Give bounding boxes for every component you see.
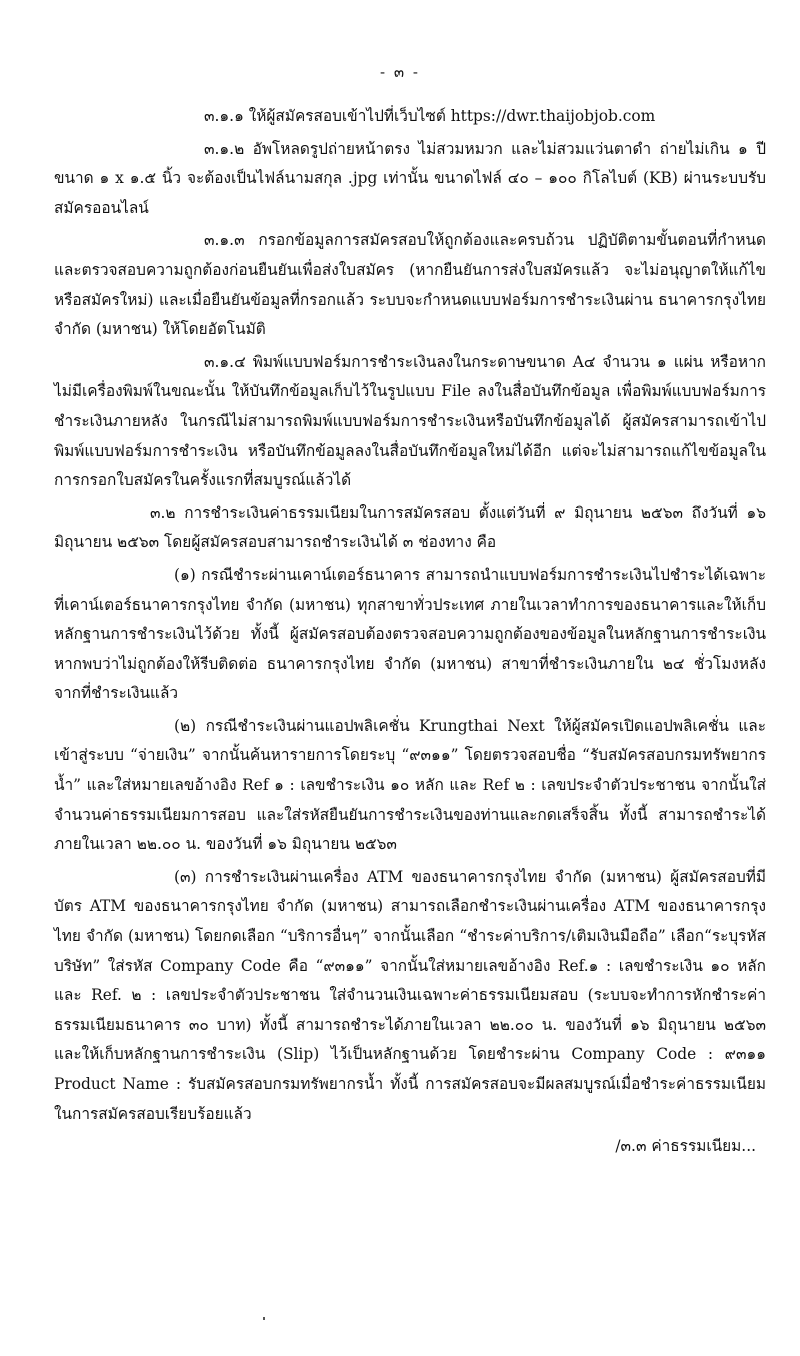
paragraph-3-1-1: ๓.๑.๑ ให้ผู้สมัครสอบเข้าไปที่เว็บไซต์ https://dwr.thaijobjob.com xyxy=(204,107,656,125)
paragraph-channel-1: (๑) กรณีชำระผ่านเคาน์เตอร์ธนาคาร สามารถนำแบบฟอร์มการชำระเงินไปชำระได้เฉพาะที่เคาน์เตอร์ธนาคารกรุงไทย จำกัด (มหาชน) ทุกสาขาทั่วประเทศ ภายในเวลาทำการของธนาคารและให้เก็บหลักฐานการชำระเงินไว้ด้วย ทั้งนี้ ผู้สมัครสอบต้องตรวจสอบความถูกต้องของข้อมูลในหลักฐานการชำระเงิน หากพบว่าไม่ถูกต้องให้รีบติดต่อ ธนาคารกรุงไทย จำกัด (มหาชน) สาขาที่ชำระเงินภายใน ๒๔ ชั่วโมงหลังจากที่ชำระเงินแล้ว xyxy=(54,565,766,703)
continuation-note: /๓.๓ ค่าธรรมเนียม... xyxy=(615,1137,756,1156)
paragraph-channel-3: (๓) การชำระเงินผ่านเครื่อง ATM ของธนาคารกรุงไทย จำกัด (มหาชน) ผู้สมัครสอบที่มีบัตร ATM ของธนาคารกรุงไทย จำกัด (มหาชน) สามารถเลือกชำระเงินผ่านเครื่อง ATM ของธนาคารกรุงไทย จำกัด (มหาชน) โดยกดเลือก “บริการอื่นๆ” จากนั้นเลือก “ชำระค่าบริการ/เติมเงินมือถือ” เลือก“ระบุรหัสบริษัท” ใส่รหัส Company Code คือ “๙๓๑๑” จากนั้นใส่หมายเลขอ้างอิง Ref.๑ : เลขชำระเงิน ๑๐ หลัก และ Ref. ๒ : เลขประจำตัวประชาชน ใส่จำนวนเงินเฉพาะค่าธรรมเนียมสอบ (ระบบจะทำการหักชำระค่าธรรมเนียมธนาคาร ๓๐ บาท) ทั้งนี้ สามารถชำระได้ภายในเวลา ๒๒.๐๐ น. ของวันที่ ๑๖ มิถุนายน ๒๕๖๓ และให้เก็บหลักฐานการชำระเงิน (Slip) ไว้เป็นหลักฐานด้วย โดยชำระผ่าน Company Code : ๙๓๑๑ Product Name : รับสมัครสอบกรมทรัพยากรน้ำ ทั้งนี้ การสมัครสอบจะมีผลสมบูรณ์เมื่อชำระค่าธรรมเนียมในการสมัครสอบเรียบร้อยแล้ว xyxy=(54,867,766,1123)
paragraph-3-1-4: ๓.๑.๔ พิมพ์แบบฟอร์มการชำระเงินลงในกระดาษขนาด A๔ จำนวน ๑ แผ่น หรือหากไม่มีเครื่องพิมพ์ในขณะนั้น ให้บันทึกข้อมูลเก็บไว้ในรูปแบบ File ลงในสื่อบันทึกข้อมูล เพื่อพิมพ์แบบฟอร์มการชำระเงินภายหลัง ในกรณีไม่สามารถพิมพ์แบบฟอร์มการชำระเงินหรือบันทึกข้อมูลได้ ผู้สมัครสามารถเข้าไปพิมพ์แบบฟอร์มการชำระเงิน หรือบันทึกข้อมูลลงในสื่อบันทึกข้อมูลใหม่ได้อีก แต่จะไม่สามารถแก้ไขข้อมูลในการกรอกใบสมัครในครั้งแรกที่สมบูรณ์แล้วได้ xyxy=(54,352,766,490)
scan-speck xyxy=(263,1317,265,1320)
paragraph-3-2: ๓.๒ การชำระเงินค่าธรรมเนียมในการสมัครสอบ ตั้งแต่วันที่ ๙ มิถุนายน ๒๕๖๓ ถึงวันที่ ๑๖ มิถุนายน ๒๕๖๓ โดยผู้สมัครสอบสามารถชำระเงินได้ ๓ ช่องทาง คือ xyxy=(54,503,766,552)
paragraph-3-1-3: ๓.๑.๓ กรอกข้อมูลการสมัครสอบให้ถูกต้องและครบถ้วน ปฏิบัติตามขั้นตอนที่กำหนด และตรวจสอบความถูกต้องก่อนยืนยันเพื่อส่งใบสมัคร (หากยืนยันการส่งใบสมัครแล้ว จะไม่อนุญาตให้แก้ไขหรือสมัครใหม่) และเมื่อยืนยันข้อมูลที่กรอกแล้ว ระบบจะกำหนดแบบฟอร์มการชำระเงินผ่าน ธนาคารกรุงไทย จำกัด (มหาชน) ให้โดยอัตโนมัติ xyxy=(54,231,766,339)
page-number: - ๓ - xyxy=(380,63,420,81)
paragraph-channel-2: (๒) กรณีชำระเงินผ่านแอปพลิเคชั่น Krungthai Next ให้ผู้สมัครเปิดแอปพลิเคชั่น และเข้าสู่ระบบ “จ่ายเงิน” จากนั้นค้นหารายการโดยระบุ “๙๓๑๑” โดยตรวจสอบชื่อ “รับสมัครสอบกรมทรัพยากรน้ำ” และใส่หมายเลขอ้างอิง Ref ๑ : เลขชำระเงิน ๑๐ หลัก และ Ref ๒ : เลขประจำตัวประชาชน จากนั้นใส่จำนวนค่าธรรมเนียมการสอบ และใส่รหัสยืนยันการชำระเงินของท่านและกดเสร็จสิ้น ทั้งนี้ สามารถชำระได้ภายในเวลา ๒๒.๐๐ น. ของวันที่ ๑๖ มิถุนายน ๒๕๖๓ xyxy=(54,716,766,854)
document-body xyxy=(54,102,766,1162)
paragraph-3-1-2: ๓.๑.๒ อัพโหลดรูปถ่ายหน้าตรง ไม่สวมหมวก และไม่สวมแว่นตาดำ ถ่ายไม่เกิน ๑ ปี ขนาด ๑ x ๑.๕ นิ้ว จะต้องเป็นไฟล์นามสกุล .jpg เท่านั้น ขนาดไฟล์ ๔๐ – ๑๐๐ กิโลไบต์ (KB) ผ่านระบบรับสมัครออนไลน์ xyxy=(54,139,766,217)
